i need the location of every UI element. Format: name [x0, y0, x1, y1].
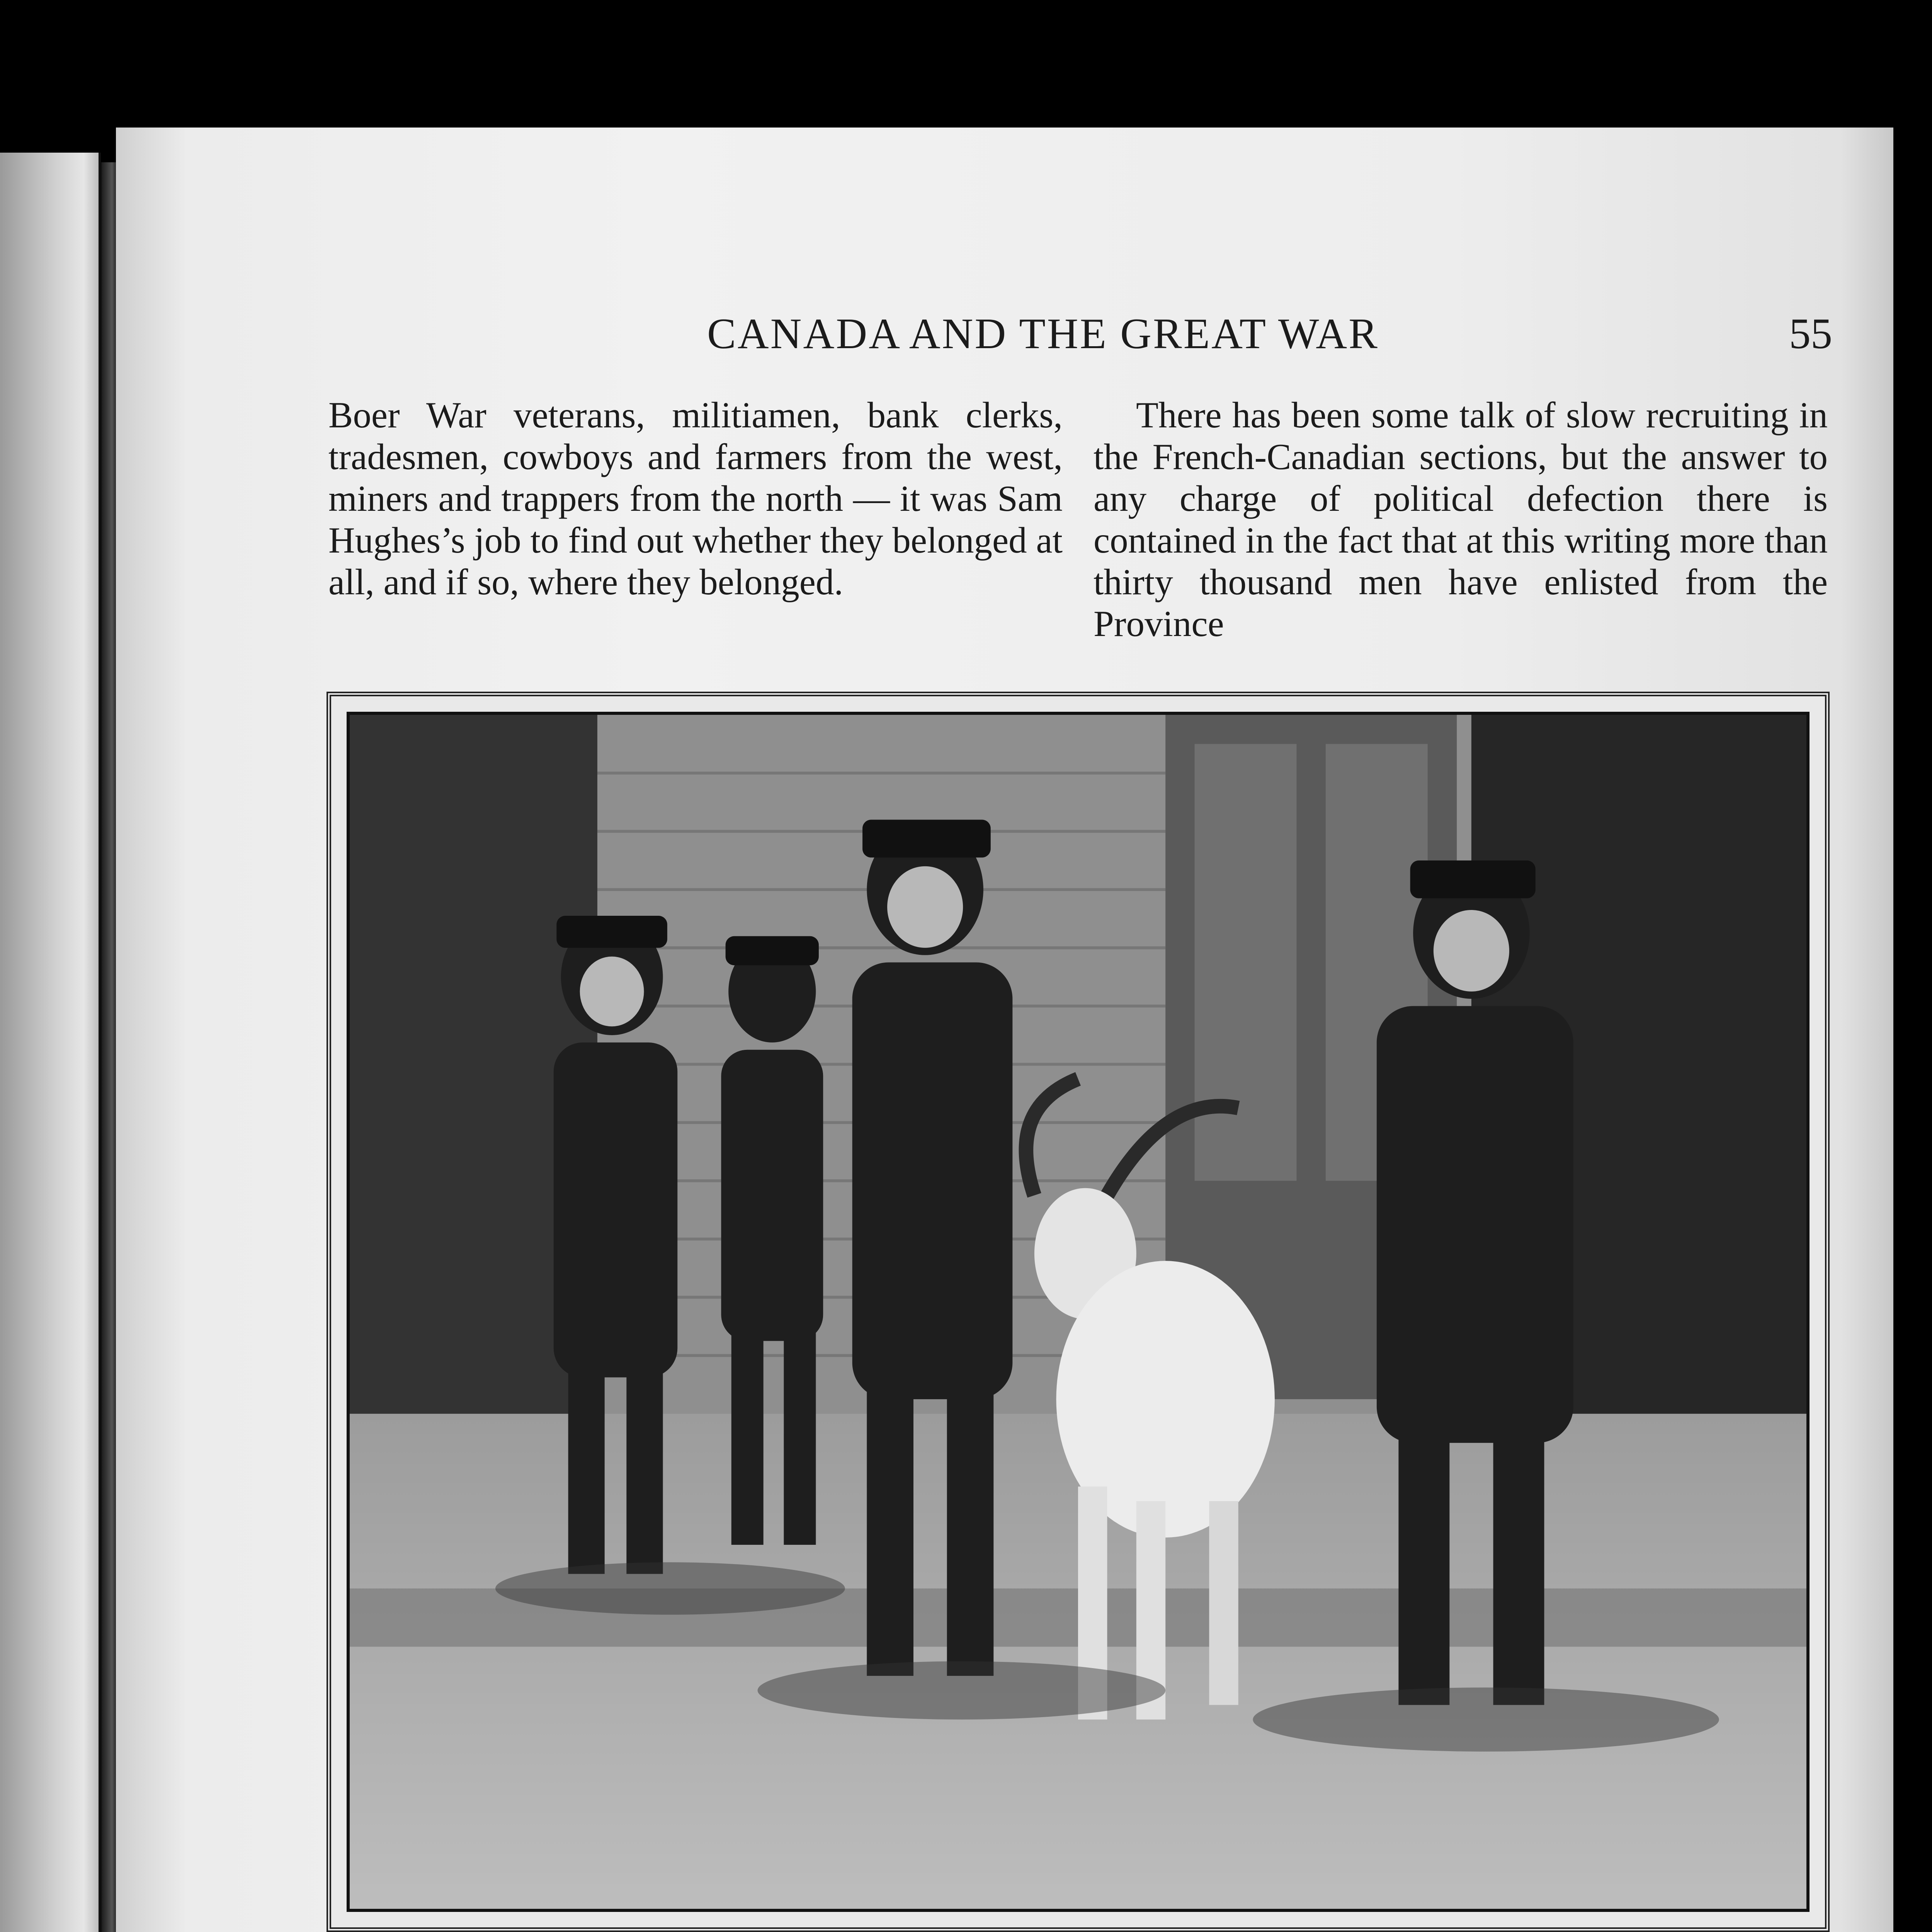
paragraph: Boer War veterans, militiamen, bank clerks, tradesmen, cowboys and farmers from the west, miners and trappers from the north — it was Sam Hughes’s job to find out whether they belonged at all, and if so, where they belonged. [328, 395, 1063, 602]
mascot-photo [347, 712, 1810, 1912]
magazine-page [116, 128, 1893, 1932]
paragraph: There has been some talk of slow recruiting in the French-Canadian sections, but the answer to any charge of political defection there is contained in the fact that at this writing more than thirty thousand men have enlisted from the Province [1094, 395, 1828, 644]
photo-illustration [350, 715, 1806, 1909]
facing-page-edge [0, 153, 101, 1932]
top-left-column [328, 394, 1063, 603]
page-number: 55 [1789, 310, 1832, 358]
page-header [116, 309, 1893, 379]
top-right-column [1094, 394, 1828, 645]
running-head: CANADA AND THE GREAT WAR [707, 310, 1379, 358]
book-gutter [101, 162, 117, 1932]
figure-frame [327, 692, 1830, 1932]
